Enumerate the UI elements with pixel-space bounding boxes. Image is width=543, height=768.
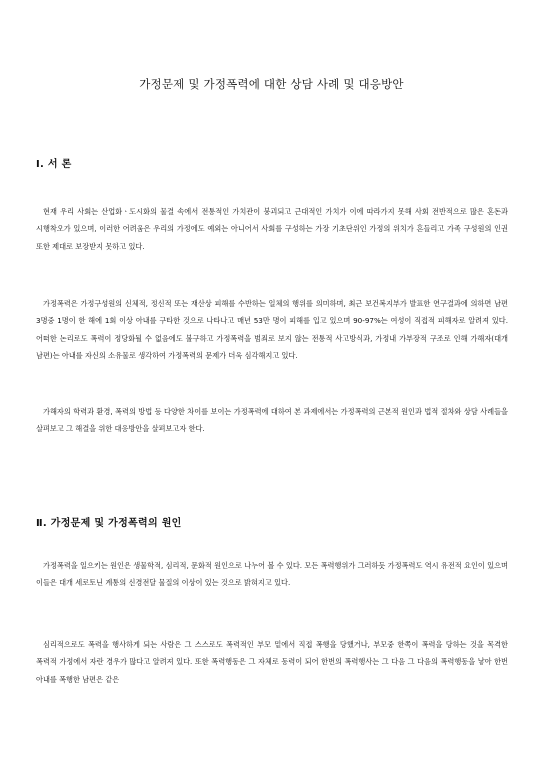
section-heading-introduction: Ⅰ. 서 론 — [36, 159, 72, 170]
paragraph: 현재 우리 사회는 산업화ㆍ도시화의 물결 속에서 전통적인 가치관이 붕괴되고 근대적인 가치가 이에 따라가지 못해 사회 전반적으로 많은 혼돈과 시행착오가 있으며, 이러한 어려움은 우리의 가정에도 예외는 아니어서 사회를 구성하는 가장 기초단위인 가정의 위치가 흔들리고 가족 구성원의 인권 또한 제대로 보장받지 못하고 있다. — [36, 207, 508, 251]
section-heading-causes: Ⅱ. 가정문제 및 가정폭력의 원인 — [36, 518, 182, 529]
paragraph: 가해자의 학력과 환경, 폭력의 방법 등 다양한 차이를 보이는 가정폭력에 대하여 본 과제에서는 가정폭력의 근본적 원인과 법적 절차와 상담 사례들을 살펴보고 그 해결을 위한 대응방안을 살펴보고자 한다. — [36, 407, 508, 434]
paragraph: 가정폭력을 일으키는 원인은 생물학적, 심리적, 문화적 원인으로 나누어 볼 수 있다. 모든 폭력행위가 그러하듯 가정폭력도 역시 유전적 요인이 있으며 이들은 대개 세로토닌 계통의 신경전달 물질의 이상이 있는 것으로 밝혀지고 있다. — [36, 561, 508, 588]
paragraph: 가정폭력은 가정구성원의 신체적, 정신적 또는 재산상 피해를 수반하는 일체의 행위를 의미하며, 최근 보건복지부가 발표한 연구결과에 의하면 남편 3명중 1명이 한 해에 1회 이상 아내를 구타한 것으로 나타나고 매년 53만 명이 피해를 입고 있으며 90-97%는 여성이 직접적 피해자로 알려져 있다. 어떠한 논리로도 폭력이 정당화될 수 없음에도 불구하고 가정폭력을 범죄로 보지 않는 전통적 사고방식과, 가정내 가부장적 구조로 인해 가해자(대개 남편)는 아내를 자신의 소유물로 생각하여 가정폭력의 문제가 더욱 심각해지고 있다. — [36, 299, 508, 361]
paragraph: 심리적으로도 폭력을 행사하게 되는 사람은 그 스스로도 폭력적인 부모 밑에서 직접 폭행을 당했거나, 부모중 한쪽이 폭력을 당하는 것을 목격한 폭력적 가정에서 자란 경우가 많다고 알려져 있다. 또한 폭력행동은 그 자체로 동력이 되어 한번의 폭력행사는 그 다음 그 다음의 폭력행동을 낳아 한번 아내를 폭행한 남편은 같은 — [36, 640, 508, 684]
document-title: 가정문제 및 가정폭력에 대한 상담 사례 및 대응방안 — [139, 77, 404, 91]
